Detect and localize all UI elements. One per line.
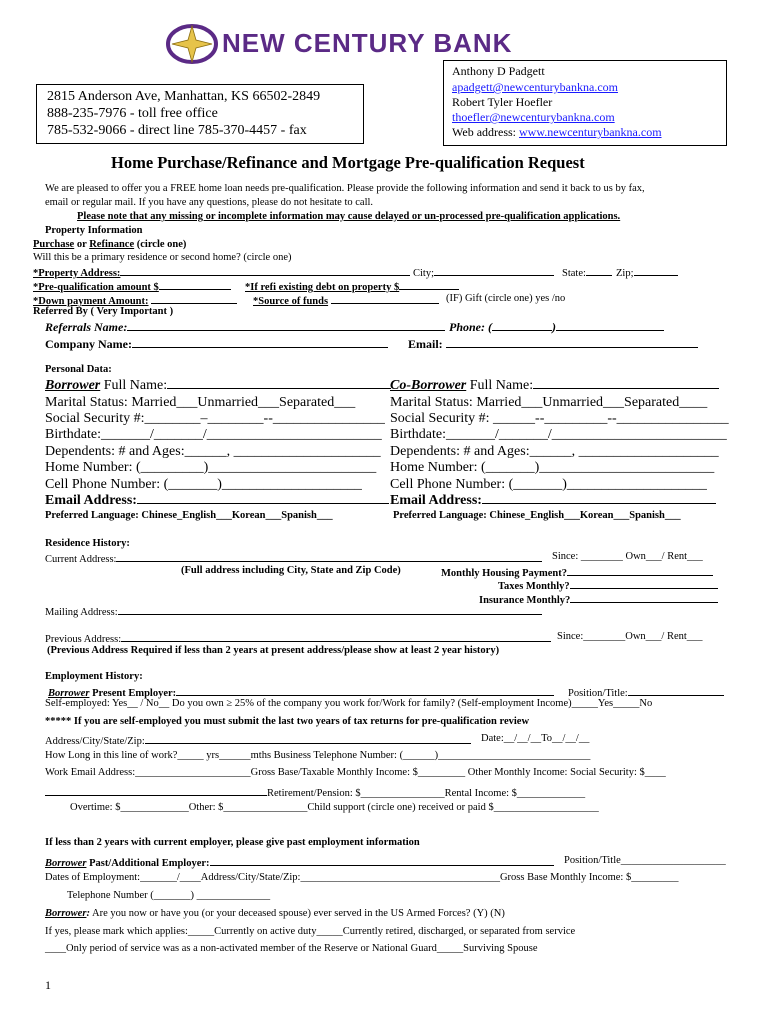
borrower-email-row: Email Address: (45, 493, 389, 509)
purchase-refinance: Purchase or Refinance (circle one) (33, 239, 187, 250)
contact-name-2: Robert Tyler Hoefler (452, 95, 553, 109)
notice-text: Please note that any missing or incomplete information may cause delayed or un-processed pre-qualification applications. (77, 211, 621, 222)
previous-address-row: Previous Address: (45, 631, 551, 645)
past-position[interactable]: Position/Title____________________ (564, 855, 726, 866)
borrower-ssn[interactable]: Social Security #:________–________--________________ (45, 411, 385, 426)
zip-field[interactable] (634, 265, 678, 276)
coborrower-dependents[interactable]: Dependents: # and Ages:______, ____________________ (390, 444, 719, 459)
star-logo-icon (166, 22, 218, 66)
monthly-payment-field[interactable] (567, 565, 713, 576)
coborrower-name-row: Co-Borrower Full Name: (390, 378, 719, 394)
source-row: *Source of funds (253, 293, 439, 307)
dates-employment-row[interactable]: Dates of Employment:_______/____Address/City/State/Zip:______________________________________Gross Base Monthly Income: $_________ (45, 872, 679, 883)
refi-debt-field[interactable] (399, 279, 459, 290)
taxes-field[interactable] (570, 578, 718, 589)
military-status-row[interactable]: If yes, please mark which applies:_____Currently on active duty_____Currently retired, discharged, or separated from service (45, 926, 576, 937)
coborrower-ssn[interactable]: Social Security #: ______--_________--________________ (390, 411, 729, 426)
property-address-row: *Property Address: (33, 265, 410, 279)
position-row: Position/Title: (568, 685, 724, 699)
bank-logo (166, 22, 616, 62)
prequal-field[interactable] (159, 279, 231, 290)
borrower-dependents[interactable]: Dependents: # and Ages:______, _____________________ (45, 444, 381, 459)
present-employer-field[interactable] (176, 685, 554, 696)
web-address (452, 125, 662, 140)
referrals-row: Referrals Name: (45, 320, 445, 335)
residence-question: Will this be a primary residence or second home? (circle one) (33, 252, 292, 263)
bank-address-box (36, 84, 364, 144)
past-employer-field[interactable] (210, 855, 554, 866)
borrower-language[interactable]: Preferred Language: Chinese_English___Korean___Spanish___ (45, 510, 333, 521)
address-line-3: 785-532-9066 - direct line 785-370-4457 - fax (47, 123, 307, 138)
bank-name: NEW CENTURY BANK (222, 28, 513, 58)
web-link[interactable]: www.newcenturybankna.com (519, 125, 662, 139)
reserve-row[interactable]: ____Only period of service was as a non-activated member of the Reserve or National Guard_____Surviving Spouse (45, 943, 538, 954)
coborrower-name-field[interactable] (533, 378, 719, 389)
full-address-note: (Full address including City, State and Zip Code) (181, 565, 401, 576)
contacts-box (443, 60, 727, 146)
referrals-field[interactable] (127, 320, 445, 331)
borrower-cell-number[interactable]: Cell Phone Number: (_______)____________________ (45, 477, 362, 492)
referral-phone-area[interactable] (492, 320, 552, 331)
previous-address-note: (Previous Address Required if less than 2 years at present address/please show at least 2 year history) (47, 645, 500, 656)
self-employed-note: ***** If you are self-employed you must submit the last two years of tax returns for pre-qualification review (45, 716, 530, 727)
employer-address-row: Address/City/State/Zip: (45, 733, 471, 747)
referred-by: Referred By ( Very Important ) (33, 306, 174, 317)
coborrower-email-row: Email Address: (390, 493, 716, 509)
address-line-2: 888-235-7976 - toll free office (47, 106, 218, 121)
personal-heading: Personal Data: (45, 364, 112, 375)
residence-heading: Residence History: (45, 538, 130, 549)
insurance-row: Insurance Monthly? (479, 592, 718, 606)
retirement-row: Retirement/Pension: $________________Rental Income: $_____________ (45, 785, 585, 799)
company-field[interactable] (132, 337, 388, 348)
refi-debt-row: *If refi existing debt on property $ (245, 279, 459, 293)
referral-email-row: Email: (408, 337, 698, 352)
employer-address-field[interactable] (145, 733, 471, 744)
property-address-field[interactable] (120, 265, 410, 276)
contact-email-1[interactable]: apadgett@newcenturybankna.com (452, 80, 618, 94)
page-title: Home Purchase/Refinance and Mortgage Pre-qualification Request (111, 153, 585, 172)
overtime-row[interactable]: Overtime: $_____________Other: $________________Child support (circle one) received or paid $____________________ (70, 802, 599, 813)
gift-question: (IF) Gift (circle one) yes /no (446, 293, 566, 304)
coborrower-home-number[interactable]: Home Number: (_______)_________________________ (390, 460, 715, 475)
borrower-name-field[interactable] (167, 378, 391, 389)
borrower-home-number[interactable]: Home Number: (_________)________________________ (45, 460, 377, 475)
other-income-field[interactable] (45, 785, 267, 796)
source-field[interactable] (331, 293, 439, 304)
address-line-1: 2815 Anderson Ave, Manhattan, KS 66502-2849 (47, 89, 321, 104)
armed-forces-row: Borrower: Are you now or have you (or your deceased spouse) ever served in the US Armed Forces? (Y) (N) (45, 908, 505, 919)
coborrower-cell-number[interactable]: Cell Phone Number: (_______)____________________ (390, 477, 707, 492)
coborrower-birthdate[interactable]: Birthdate:_______/_______/_________________________ (390, 427, 727, 442)
borrower-email-field[interactable] (137, 493, 389, 504)
current-address-row: Current Address: (45, 551, 542, 565)
prequal-row: *Pre-qualification amount $ (33, 279, 231, 293)
employment-dates[interactable]: Date:__/__/__To__/__/__ (481, 733, 590, 744)
borrower-marital[interactable]: Marital Status: Married___Unmarried___Separated___ (45, 395, 356, 410)
current-since[interactable]: Since: ________ Own___/ Rent___ (552, 551, 703, 562)
down-payment-row: *Down payment Amount: (33, 293, 237, 307)
coborrower-email-field[interactable] (482, 493, 716, 504)
city-row: City; (413, 265, 554, 279)
referral-phone-field[interactable] (556, 320, 664, 331)
monthly-payment-row: Monthly Housing Payment? (441, 565, 713, 579)
past-employment-note: If less than 2 years with current employer, please give past employment information (45, 837, 420, 848)
intro-line-2: email or regular mail. If you have any questions, please do not hesitate to call. (45, 197, 374, 208)
how-long-row[interactable]: How Long in this line of work?_____ yrs______mths Business Telephone Number: (______)_____________________________ (45, 750, 591, 761)
taxes-row: Taxes Monthly? (498, 578, 718, 592)
present-employer-row: Borrower Present Employer: (48, 685, 554, 699)
property-heading: Property Information (45, 225, 143, 236)
insurance-field[interactable] (570, 592, 718, 603)
current-address-field[interactable] (116, 551, 542, 562)
borrower-name-row: Borrower Full Name: (45, 378, 391, 394)
contact-email-2[interactable]: thoefler@newcenturybankna.com (452, 110, 615, 124)
state-field[interactable] (586, 265, 612, 276)
page-number: 1 (45, 978, 51, 992)
state-row: State: (562, 265, 612, 279)
past-telephone-row[interactable]: Telephone Number (_______) ______________ (67, 890, 271, 901)
mailing-address-field[interactable] (118, 604, 542, 615)
position-field[interactable] (628, 685, 724, 696)
work-email-row[interactable]: Work Email Address:______________________Gross Base/Taxable Monthly Income: $_________ Other Monthly Income: Social Security: $____ (45, 767, 666, 778)
borrower-birthdate[interactable]: Birthdate:_______/_______/_________________________ (45, 427, 382, 442)
past-employer-row: Borrower Past/Additional Employer: (45, 855, 554, 869)
down-payment-field[interactable] (151, 293, 237, 304)
web-label: Web address: (452, 125, 520, 139)
intro-line-1: We are pleased to offer you a FREE home loan needs pre-qualification. Please provide the following information and send it back to us by fax, (45, 183, 645, 194)
previous-since[interactable]: Since:________Own___/ Rent___ (557, 631, 703, 642)
self-employed-row[interactable]: Self-employed: Yes__ / No__ Do you own ≥ 25% of the company you work for/Work for family? (Self-employment Income)_____Yes_____No (45, 698, 653, 709)
referral-email-field[interactable] (446, 337, 698, 348)
purchase-option[interactable]: Purchase (33, 239, 75, 250)
contact-name-1: Anthony D Padgett (452, 64, 545, 78)
employment-heading: Employment History: (45, 671, 143, 682)
company-row: Company Name: (45, 337, 388, 352)
refinance-option[interactable]: Refinance (89, 239, 135, 250)
coborrower-marital[interactable]: Marital Status: Married___Unmarried___Separated____ (390, 395, 708, 410)
referral-phone-row: Phone: ( ) (449, 320, 664, 335)
city-field[interactable] (434, 265, 554, 276)
previous-address-field[interactable] (121, 631, 551, 642)
coborrower-language[interactable]: Preferred Language: Chinese_English___Korean___Spanish___ (393, 510, 681, 521)
zip-row: Zip; (616, 265, 678, 279)
mailing-address-row: Mailing Address: (45, 604, 542, 618)
